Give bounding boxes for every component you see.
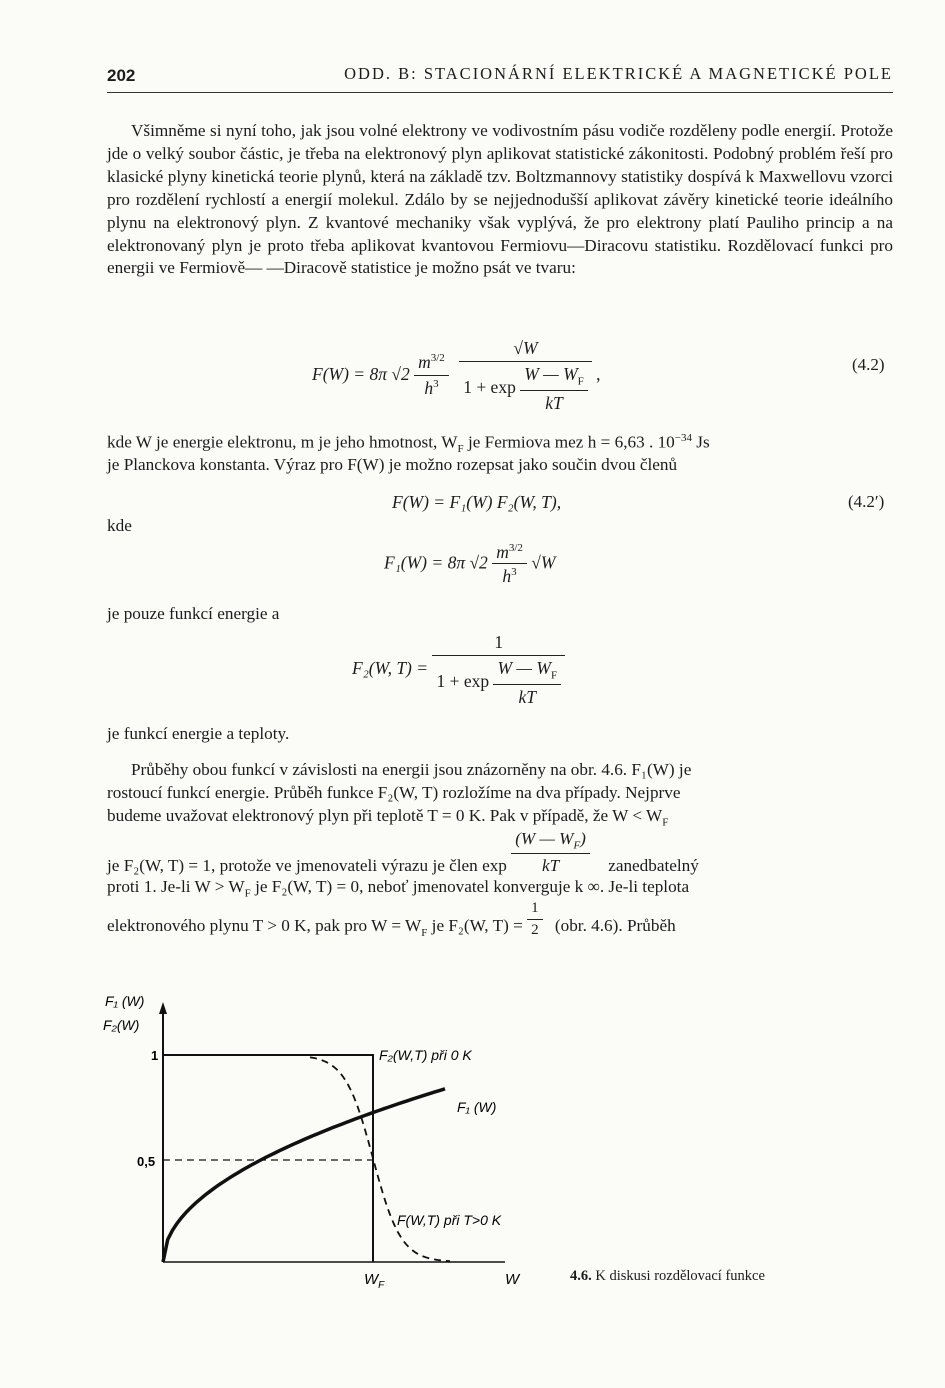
paragraph3-half-fraction: $\frac{1}{2}$ [527,900,543,939]
y-axis-arrow-icon [159,1002,167,1014]
page-header [107,62,893,88]
y-tick-05: 0,5 [137,1154,156,1169]
eq4-fraction-exponent: $\frac{W — W_F}{kT}$ [493,658,561,708]
eq4-fraction: 1 1 + exp $\frac{W — W_F}{kT}$ [432,632,565,708]
equation-number-4-2-prime: (4.2′) [848,492,885,511]
paragraph3-line3: budeme uvažovat elektronový plyn při teplotě T = 0 K. Pak v případě, že $W < W_F$ [107,806,669,829]
label-f2-zero-kelvin: F₂(W,T) při 0 K [379,1047,472,1063]
paragraph3-fraction: $\frac{(W — W_F)}{kT}$ [511,829,590,876]
text-planck: je Planckova konstanta. Výraz pro F(W) je možno rozepsat jako součin dvou členů [107,455,678,474]
curve-f2-zero-kelvin [163,1055,373,1262]
eq1-fraction-mass: $\frac{m^{3/2}}{h^3}$ [414,352,449,399]
text-kde: kde [107,516,132,535]
text-definitions: kde W je energie elektronu, m je jeho hmotnost, $W_F$ je Fermiova mez h = 6,63 . $10^{-34}$ Js [107,432,710,456]
text-f2-desc: je funkcí energie a teploty. [107,724,290,743]
y-label-f1: F₁ (W) [105,993,145,1009]
label-f2-positive-temperature: F(W,T) při T>0 K [397,1212,502,1228]
equation-4-2: F(W) = 8π √2 $\frac{m^{3/2}}{h^3}$ √W 1 + exp $\frac{W — W_F}{kT}$ , [312,338,601,413]
page-number: 202 [107,66,136,85]
y-tick-1: 1 [151,1048,159,1063]
y-label-f2: F₂(W) [103,1017,140,1033]
figure-4-6 [95,990,565,1290]
text-f1-desc: je pouze funkcí energie a [107,604,280,623]
paragraph3-line6: elektronového plynu T > 0 K, pak pro $W = W_F$ je F₂(W, T) = $\frac{1}{2}$ (obr. 4.6). Průběh [107,900,676,939]
caption-text: K diskusi rozdělovací funkce [595,1268,765,1284]
equation-f1: F₁(W) = 8π √2 $\frac{m^{3/2}}{h^3}$ √W [384,542,556,586]
eq1-fraction-exponent: $\frac{W — W_F}{kT}$ [520,364,588,414]
equation-4-2-prime: F(W) = F₁(W) F₂(W, T), [392,492,562,512]
header-rule [107,92,893,93]
equation-number-4-2: (4.2) [852,355,885,374]
eq3-fraction: $\frac{m^{3/2}}{h^3}$ [492,542,527,587]
caption-number: 4.6. [570,1268,592,1284]
curve-f2-positive-temperature [310,1057,450,1261]
paragraph3-line5: proti 1. Je-li $W > W_F$ je F₂(W, T) = 0, neboť jmenovatel konverguje k ∞. Je-li teplota [107,877,690,900]
equation-f2: F₂(W, T) = 1 1 + exp $\frac{W — W_F}{kT}$ [352,632,565,708]
paragraph3-line2: rostoucí funkcí energie. Průběh funkce F₂(W, T) rozložíme na dva případy. Nejprve [107,783,681,802]
x-tick-wf: $W_F$ [364,1271,385,1290]
paragraph3-line4: je F₂(W, T) = 1, protože ve jmenovateli výrazu je člen exp $\frac{(W — W_F)}{kT}$ zanedbatelný [107,829,699,876]
eq1-fraction-main: √W 1 + exp $\frac{W — W_F}{kT}$ [459,338,592,414]
paragraph3-line1: Průběhy obou funkcí v závislosti na energii jsou znázorněny na obr. 4.6. F₁(W) je [131,760,692,779]
eq1-lhs: F(W) = 8π √2 [312,363,410,384]
label-f1: F₁ (W) [457,1099,497,1115]
figure-caption [570,1268,765,1285]
x-label-w: W [505,1271,520,1288]
paragraph-intro: Všimněme si nyní toho, jak jsou volné elektrony ve vodivostním pásu vodiče rozděleny podle energií. Protože jde o velký soubor částic, je třeba na elektronový plyn aplikovat statistické zákonitosti. Podobný problém řeší pro klasické plyny kinetická teorie plynů, která na základě tzv. Boltzmannovy statistiky dospívá k Maxwellovu vzorci pro rozdělení rychlostí a energií molekul. Zdálo by se nejjednodušší aplikovat závěry kinetické teorie ideálního plynu na elektronový plyn. Z kvantové mechaniky však vyplývá, že pro elektrony platí Pauliho princip a na elektronovaný plyn je proto třeba aplikovat kvantovou Fermiovu—Diracovu statistiku. Rozdělovací funkci pro energii ve Fermiově— —Diracově statistice je možno psát ve tvaru: [107,121,893,278]
running-head: ODD. B: STACIONÁRNÍ ELEKTRICKÉ A MAGNETICKÉ POLE [344,64,893,83]
curve-f1 [163,1089,445,1262]
